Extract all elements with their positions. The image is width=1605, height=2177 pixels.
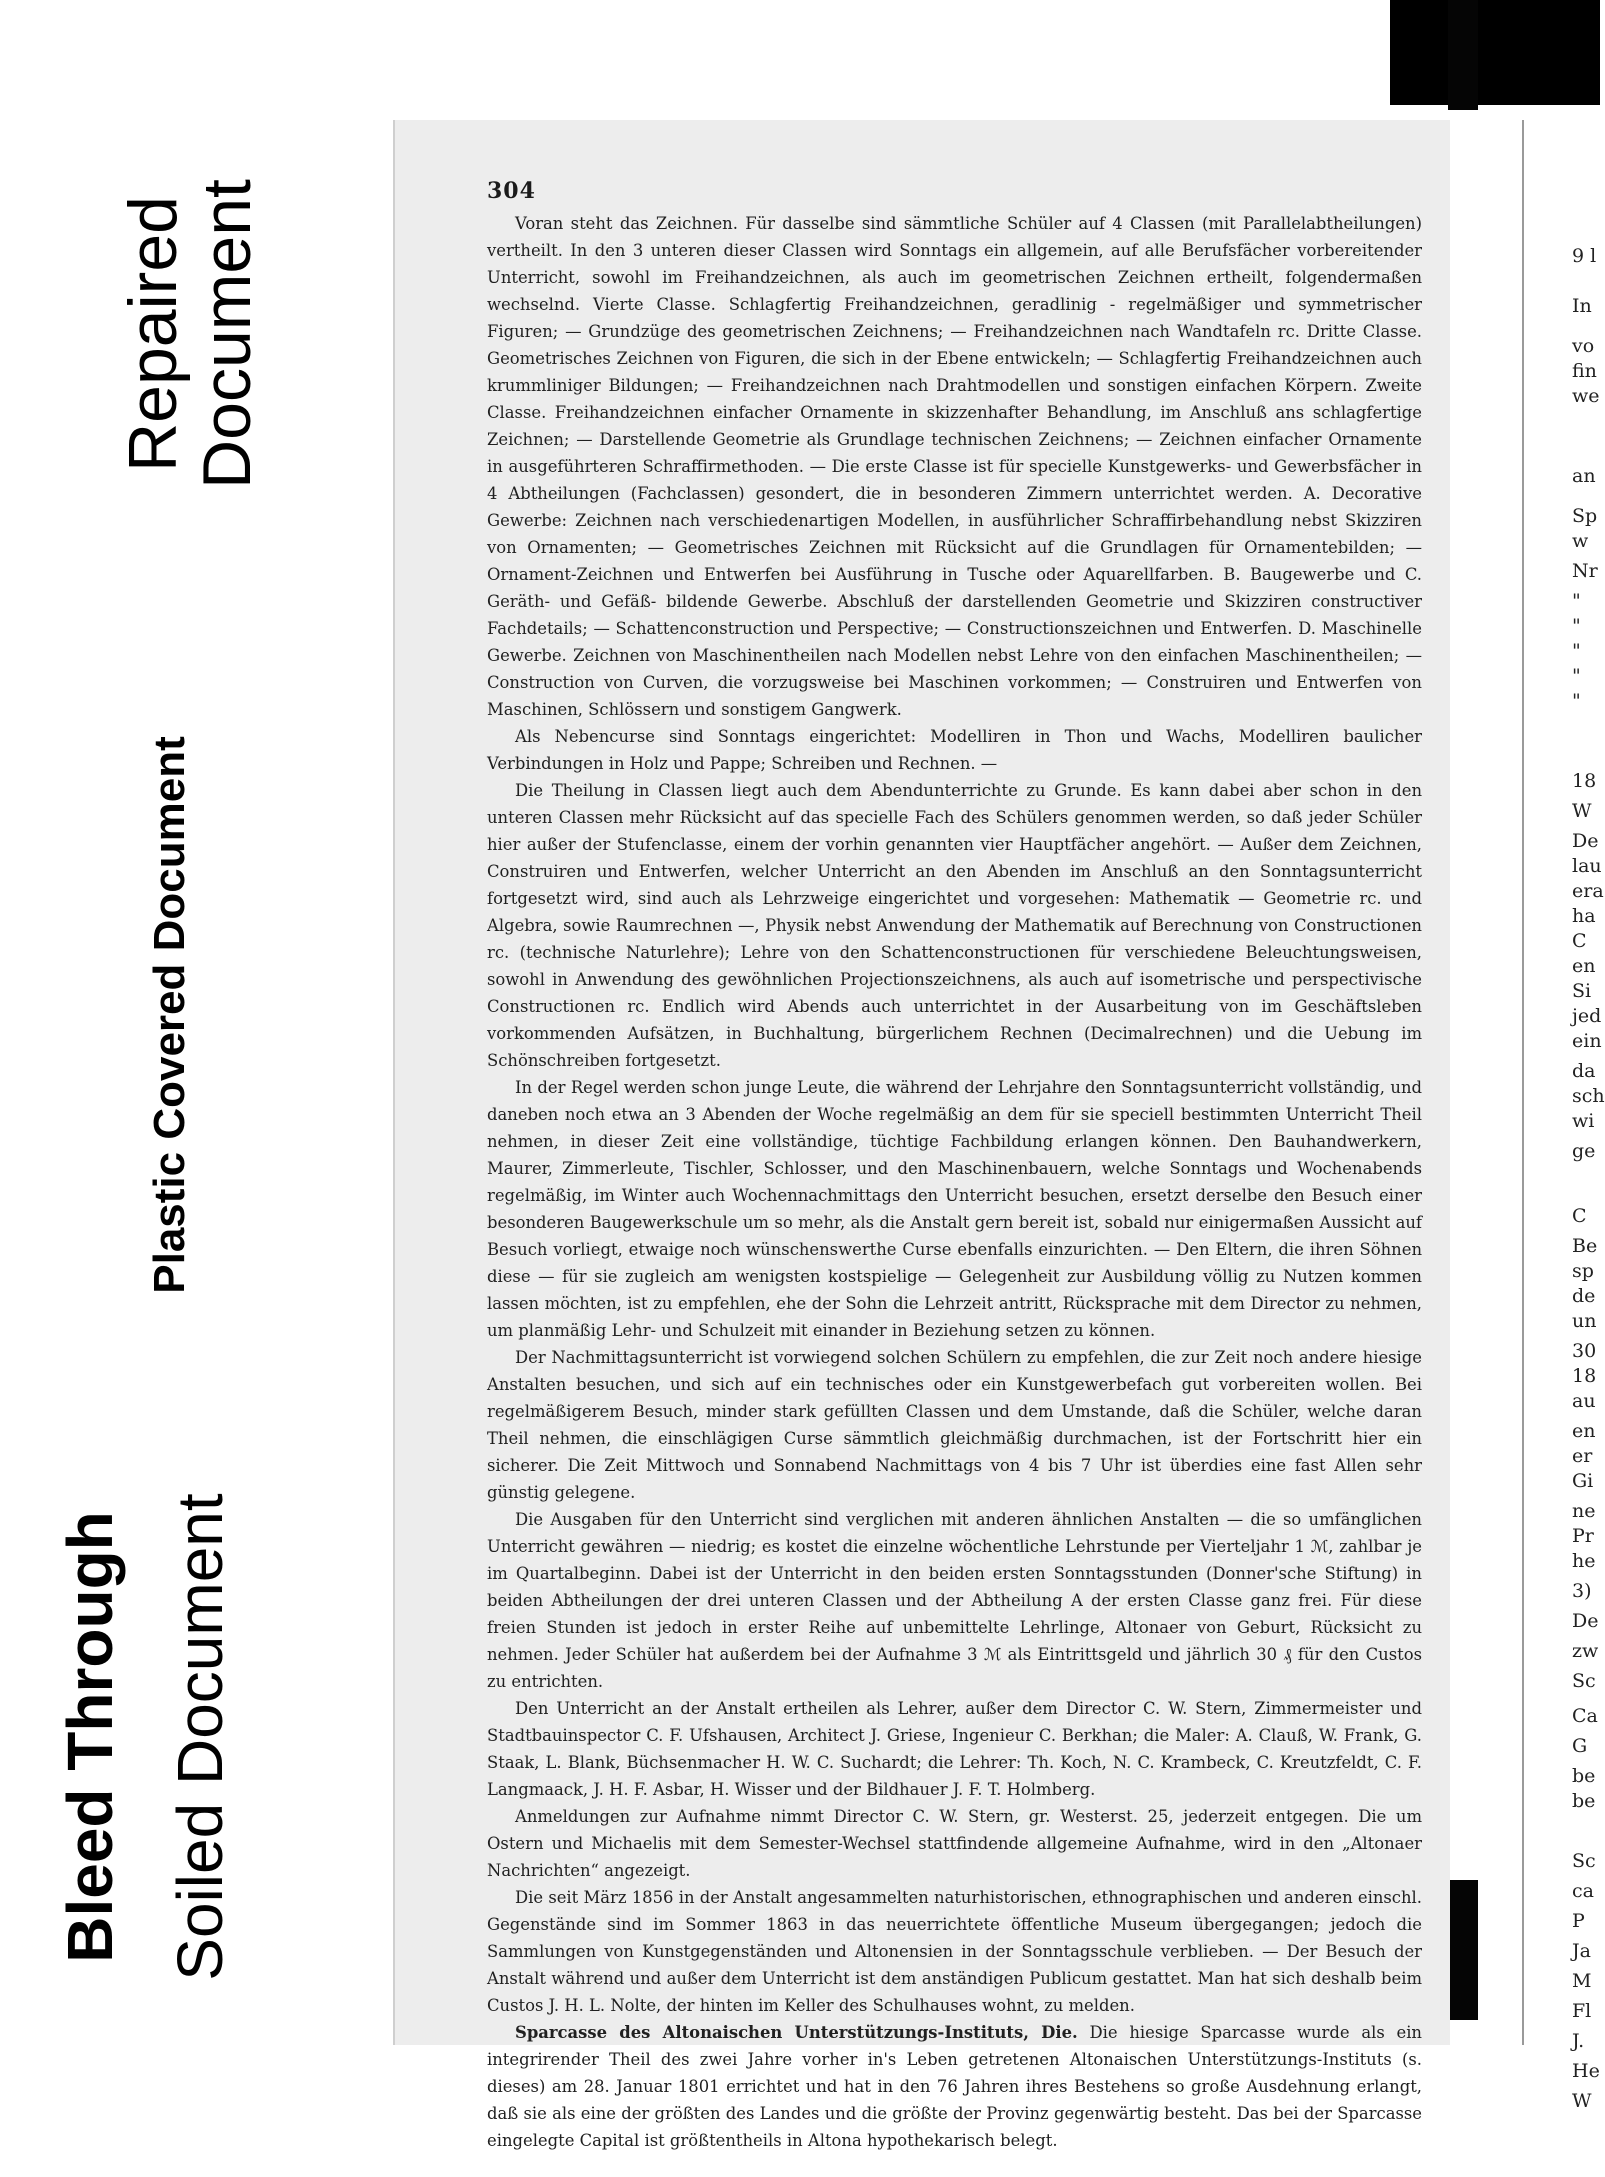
neighbor-fragment: ha xyxy=(1572,905,1596,927)
label-repaired-document: Repaired Document xyxy=(115,179,265,489)
neighbor-fragment: 3) xyxy=(1572,1580,1592,1602)
neighbor-fragment: be xyxy=(1572,1765,1596,1787)
neighbor-fragment: 9 l xyxy=(1572,245,1597,267)
neighbor-fragment: " xyxy=(1572,615,1581,637)
neighbor-fragment: jed xyxy=(1572,1005,1602,1027)
neighbor-fragment: fin xyxy=(1572,360,1597,382)
neighbor-fragment: " xyxy=(1572,665,1581,687)
neighbor-fragment: Sp xyxy=(1572,505,1598,527)
neighbor-fragment: de xyxy=(1572,1285,1596,1307)
paragraph: In der Regel werden schon junge Leute, die während der Lehrjahre den Sonntagsunterricht vollständig, und daneben noch etwa an 3 Abenden der Woche regelmäßig an dem für sie speciell bestimmten Unterricht Theil nehmen, in dieser Zeit eine vollständige, tüchtige Fachbildung erlangen können. Den Bauhandwerkern, Maurer, Zimmerleute, Tischler, Schlosser, und den Maschinenbauern, welche Sonntags und Wochenabends regelmäßig, im Winter auch Wochennachmittags den Unterricht besuchen, ersetzt derselbe den Besuch einer besonderen Baugewerkschule um so mehr, als die Anstalt gern bereit ist, sobald nur einigermaßen Aussicht auf Besuch vorliegt, etwaige noch wünschenswerthe Curse ebenfalls einzurichten. — Den Eltern, die ihren Söhnen diese — für sie zugleich am wenigsten kostspielige — Gelegenheit zur Ausbildung völlig zu Nutzen kommen lassen möchten, ist zu empfehlen, ehe der Sohn die Lehrzeit antritt, Rücksprache mit dem Director zu nehmen, um planmäßig Lehr- und Schulzeit mit einander in Beziehung setzen zu können. xyxy=(487,1078,1422,1340)
page-gutter-line xyxy=(1522,120,1524,2045)
label-bleed-through: Bleed Through xyxy=(54,1511,126,1963)
neighbor-fragment: ein xyxy=(1572,1030,1602,1052)
sparcasse-paragraph xyxy=(487,2019,1422,2154)
neighbor-fragment: " xyxy=(1572,590,1581,612)
neighbor-fragment: He xyxy=(1572,2060,1600,2082)
neighbor-fragment: era xyxy=(1572,880,1604,902)
neighbor-fragment: G xyxy=(1572,1735,1588,1757)
neighbor-fragment: er xyxy=(1572,1445,1593,1467)
paragraph: Den Unterricht an der Anstalt ertheilen als Lehrer, außer dem Director C. W. Stern, Zimmermeister und Stadtbauinspector C. F. Ufshausen, Architect J. Griese, Ingenieur C. Berkhan; die Maler: A. Clauß, W. Frank, G. Staak, L. Blank, Büchsenmacher H. W. C. Suchardt; die Lehrer: Th. Koch, N. C. Krambeck, C. Kreutzfeldt, C. F. Langmaack, J. H. F. Asbar, H. Wisser und der Bildhauer J. F. T. Holmberg. xyxy=(487,1699,1422,1799)
neighbor-fragment: De xyxy=(1572,830,1599,852)
neighbor-fragment: W xyxy=(1572,2090,1592,2112)
neighbor-fragment: De xyxy=(1572,1610,1599,1632)
neighbor-fragment: Nr xyxy=(1572,560,1598,582)
neighbor-fragment: M xyxy=(1572,1970,1592,1992)
neighbor-fragment: 18 xyxy=(1572,770,1597,792)
neighbor-fragment: au xyxy=(1572,1390,1596,1412)
neighbor-fragment: J. xyxy=(1572,2030,1585,2052)
sparcasse-text: Die hiesige Sparcasse wurde als ein integrirender Theil des zwei Jahre vorher in's Leben getretenen Altonaischen Unterstützungs-Instituts (s. dieses) am 28. Januar 1801 errichtet und hat in den 76 Jahren ihres Bestehens so große Ausdehnung erlangt, daß sie als eine der größten des Landes und die größte der Provinz gegenwärtig besteht. Das bei der Sparcasse eingelegte Capital ist größtentheils in Altona hypothekarisch belegt. xyxy=(487,2023,1422,2150)
neighbor-fragment: we xyxy=(1572,385,1600,407)
neighbor-fragment: Si xyxy=(1572,980,1592,1002)
neighbor-fragment: P xyxy=(1572,1910,1585,1932)
neighbor-fragment: C xyxy=(1572,1205,1587,1227)
paragraph: Voran steht das Zeichnen. Für dasselbe sind sämmtliche Schüler auf 4 Classen (mit Parallelabtheilungen) vertheilt. In den 3 unteren dieser Classen wird Sonntags ein allgemein, auf alle Berufsfächer vorbereitender Unterricht, sowohl im Freihandzeichnen, als auch im geometrischen Zeichnen ertheilt, folgendermaßen wechselnd. Vierte Classe. Schlagfertig Freihandzeichnen, geradlinig - regelmäßiger und symmetrischer Figuren; — Grundzüge des geometrischen Zeichnens; — Freihandzeichnen nach Wandtafeln rc. Dritte Classe. Geometrisches Zeichnen von Figuren, die sich in der Ebene entwickeln; — Schlagfertig Freihandzeichnen auch krummliniger Bildungen; — Freihandzeichnen nach Drahtmodellen und sonstigen einfachen Körpern. Zweite Classe. Freihandzeichnen einfacher Ornamente in skizzenhafter Behandlung, im Anschluß ans schlagfertige Zeichnen; — Darstellende Geometrie als Grundlage technischen Zeichnens; — Zeichnen einfacher Ornamente in ausgeführteren Schraffirmethoden. — Die erste Classe ist für specielle Kunstgewerks- und Gewerbsfächer in 4 Abtheilungen (Fachclassen) gesondert, die in besonderen Zimmern unterrichtet werden. A. Decorative Gewerbe: Zeichnen nach verschiedenartigen Modellen, in ausführlicher Schraffirbehandlung nebst Skizziren von Ornamenten; — Geometrisches Zeichnen mit Rücksicht auf die Grundlagen für Ornamentebilden; — Ornament-Zeichnen und Entwerfen bei Ausführung in Tusche oder Aquarellfarben. B. Baugewerbe und C. Geräth- und Gefäß- bildende Gewerbe. Abschluß der darstellenden Geometrie und Skizziren constructiver Fachdetails; — Schattenconstruction und Perspective; — Constructionszeichnen und Entwerfen. D. Maschinelle Gewerbe. Zeichnen von Maschinentheilen nach Modellen nebst Lehre von den einfachen Maschinentheilen; — Construction von Curven, die vorzugsweise bei Maschinen vorkommen; — Construiren und Entwerfen von Maschinen, Schlössern und sonstigem Gangwerk. xyxy=(487,214,1422,719)
neighbor-fragment: sp xyxy=(1572,1260,1594,1282)
neighbor-fragment: Ja xyxy=(1572,1940,1591,1962)
neighbor-fragment: he xyxy=(1572,1550,1596,1572)
neighbor-fragment: Sc xyxy=(1572,1670,1596,1692)
neighbor-fragment: un xyxy=(1572,1310,1597,1332)
neighbor-fragment: vo xyxy=(1572,335,1595,357)
neighbor-fragment: " xyxy=(1572,690,1581,712)
neighbor-fragment: Pr xyxy=(1572,1525,1594,1547)
page-number: 304 xyxy=(487,178,536,204)
neighbor-fragment: Be xyxy=(1572,1235,1598,1257)
paragraph: Die seit März 1856 in der Anstalt angesammelten naturhistorischen, ethnographischen und anderen einschl. Gegenstände sind im Sommer 1863 in das neuerrichtete öffentliche Museum übergegangen; jedoch die Sammlungen von Kunstgegenständen und Altonensien in der Sonntagsschule verblieben. — Der Besuch der Anstalt während und außer dem Unterricht ist dem anständigen Publicum gestattet. Man hat sich deshalb beim Custos J. H. L. Nolte, der hinten im Keller des Schulhauses wohnt, zu melden. xyxy=(487,1888,1422,2015)
neighbor-fragment: en xyxy=(1572,1420,1596,1442)
neighbor-fragment: en xyxy=(1572,955,1596,977)
neighbor-fragment: be xyxy=(1572,1790,1596,1812)
paragraph: Die Ausgaben für den Unterricht sind verglichen mit anderen ähnlichen Anstalten — die so umfänglichen Unterricht gewähren — niedrig; es kostet die einzelne wöchentliche Lehrstunde per Vierteljahr 1 ℳ, zahlbar je im Quartalbeginn. Dabei ist der Unterricht in den beiden ersten Sonntagsstunden (Donner'sche Stiftung) in beiden Abtheilungen der drei unteren Classen und der Abtheilung A der ersten Classe ganz frei. Für diese freien Stunden ist jedoch in erster Reihe auf unbemittelte Lehrlinge, Altonaer von Geburt, Rücksicht zu nehmen. Jeder Schüler hat außerdem bei der Aufnahme 3 ℳ als Eintrittsgeld und jährlich 30 ₰ für den Custos zu entrichten. xyxy=(487,1510,1422,1691)
neighbor-fragment: wi xyxy=(1572,1110,1595,1132)
sparcasse-heading: Sparcasse des Altonaischen Unterstützungs-Instituts, Die. xyxy=(515,2023,1078,2042)
neighbor-fragment: C xyxy=(1572,930,1587,952)
neighbor-fragment: sch xyxy=(1572,1085,1605,1107)
neighbor-fragment: da xyxy=(1572,1060,1596,1082)
paragraph: Als Nebencurse sind Sonntags eingerichtet: Modelliren in Thon und Wachs, Modelliren baulicher Verbindungen in Holz und Pappe; Schreiben und Rechnen. — xyxy=(487,727,1422,773)
neighbor-fragment: lau xyxy=(1572,855,1602,877)
neighbor-fragment: Gi xyxy=(1572,1470,1594,1492)
neighbor-fragment: ne xyxy=(1572,1500,1596,1522)
neighbor-fragment: " xyxy=(1572,640,1581,662)
neighbor-fragment: 18 xyxy=(1572,1365,1597,1387)
neighbor-fragment: 30 xyxy=(1572,1340,1597,1362)
neighbor-fragment: W xyxy=(1572,800,1592,822)
page-text-block xyxy=(487,178,1422,2154)
label-soiled-document: Soiled Document xyxy=(164,1493,236,1981)
scanned-page xyxy=(393,120,1450,2150)
neighbor-fragment: an xyxy=(1572,465,1596,487)
paragraph: Anmeldungen zur Aufnahme nimmt Director C. W. Stern, gr. Westerst. 25, jederzeit entgegen. Die um Ostern und Michaelis mit dem Semester-Wechsel stattfindende allgemeine Aufnahme, wird in den „Altonaer Nachrichten“ angezeigt. xyxy=(487,1807,1422,1880)
neighbor-fragment: ca xyxy=(1572,1880,1594,1902)
neighbor-fragment: ge xyxy=(1572,1140,1596,1162)
paragraph: Der Nachmittagsunterricht ist vorwiegend solchen Schülern zu empfehlen, die zur Zeit noch andere hiesige Anstalten besuchen, und sich auf ein technisches oder ein Kunstgewerbefach gut vorbereiten wollen. Bei regelmäßigerem Besuch, minder stark gefüllten Classen und dem Umstande, daß die Schüler, welche daran Theil nehmen, die einschlägigen Curse sämmtlich gleichmäßig durchmachen, ist der Fortschritt hier ein sicherer. Die Zeit Mittwoch und Sonnabend Nachmittags von 4 bis 7 Uhr ist überdies eine fast Allen sehr günstig gelegene. xyxy=(487,1348,1422,1502)
paragraph: Die Theilung in Classen liegt auch dem Abendunterrichte zu Grunde. Es kann dabei aber schon in den unteren Classen mehr Rücksicht auf das specielle Fach des Schülers genommen werden, so daß jeder Schüler hier außer der Stufenclasse, einem der vorhin genannten vier Hauptfächer angehört. — Außer dem Zeichnen, Construiren und Entwerfen, welcher Unterricht an den Abenden im Anschluß an den Sonntagsunterricht fortgesetzt wird, sind auch als Lehrzweige eingerichtet und vorgesehen: Mathematik — Geometrie rc. und Algebra, sowie Raumrechnen —, Physik nebst Anwendung der Mathematik auf Berechnung von Constructionen rc. (technische Naturlehre); Lehre von den Schattenconstructionen für verschiedene Beleuchtungsweisen, sowohl in Anwendung des gewöhnlichen Projectionszeichnens, als auch auf isometrische und perspectivische Constructionen rc. Endlich wird Abends auch unterrichtet in der Ausarbeitung von im Geschäftsleben vorkommenden Aufsätzen, in Buchhaltung, bürgerlichem Rechnen (Decimalrechnen) und die Uebung im Schönschreiben fortgesetzt. xyxy=(487,781,1422,1070)
neighbor-fragment: zw xyxy=(1572,1640,1599,1662)
neighbor-fragment: Fl xyxy=(1572,2000,1592,2022)
neighbor-fragment: w xyxy=(1572,530,1589,552)
neighbor-fragment: In xyxy=(1572,295,1592,317)
label-plastic-covered-document: Plastic Covered Document xyxy=(145,736,194,1294)
neighbor-fragment: Sc xyxy=(1572,1850,1596,1872)
label-column xyxy=(0,0,370,2177)
neighbor-fragment: Ca xyxy=(1572,1705,1598,1727)
